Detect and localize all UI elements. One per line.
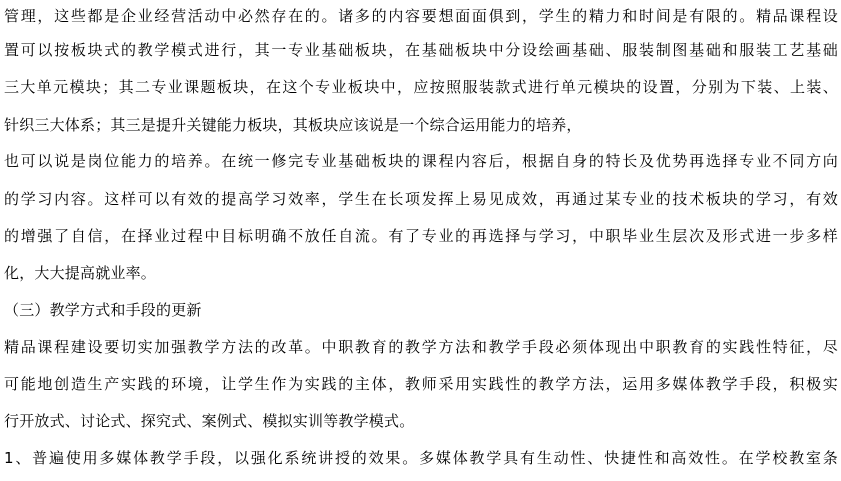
text-line-2: 置可以按板块式的教学模式进行，其一专业基础板块，在基础板块中分设绘画基础、服装制图基础和服装工艺基础 [4,41,838,59]
text-line-4: 针织三大体系；其三是提升关键能力板块，其板块应该说是一个综合运用能力的培养， [4,116,582,134]
section-heading: （三）教学方式和手段的更新 [4,301,202,319]
text-line-6: 的学习内容。这样可以有效的提高学习效率，学生在长项发挥上易见成效，再通过某专业的技术板块的学习，有效 [4,190,838,208]
text-line-11: 可能地创造生产实践的环境，让学生作为实践的主体，教师采用实践性的教学方法，运用多媒体教学手段，积极实 [4,375,838,393]
text-line-1: 管理，这些都是企业经营活动中必然存在的。诸多的内容要想面面俱到，学生的精力和时间是有限的。精品课程设 [4,7,838,25]
text-line-13: 1、普遍使用多媒体教学手段，以强化系统讲授的效果。多媒体教学具有生动性、快捷性和高效性。在学校教室条 [4,449,838,467]
text-line-12: 行开放式、讨论式、探究式、案例式、模拟实训等教学模式。 [4,412,415,430]
text-line-8: 化，大大提高就业率。 [4,264,157,282]
text-line-10: 精品课程建设要切实加强教学方法的改革。中职教育的教学方法和教学手段必须体现出中职教育的实践性特征，尽 [4,338,838,356]
text-line-7: 的增强了自信，在择业过程中目标明确不放任自流。有了专业的再选择与学习，中职毕业生层次及形式进一步多样 [4,227,838,245]
text-line-5: 也可以说是岗位能力的培养。在统一修完专业基础板块的课程内容后，根据自身的特长及优势再选择专业不同方向 [4,152,838,170]
text-line-3: 三大单元模块；其二专业课题板块，在这个专业板块中，应按照服装款式进行单元模块的设置，分别为下装、上装、 [4,78,838,96]
